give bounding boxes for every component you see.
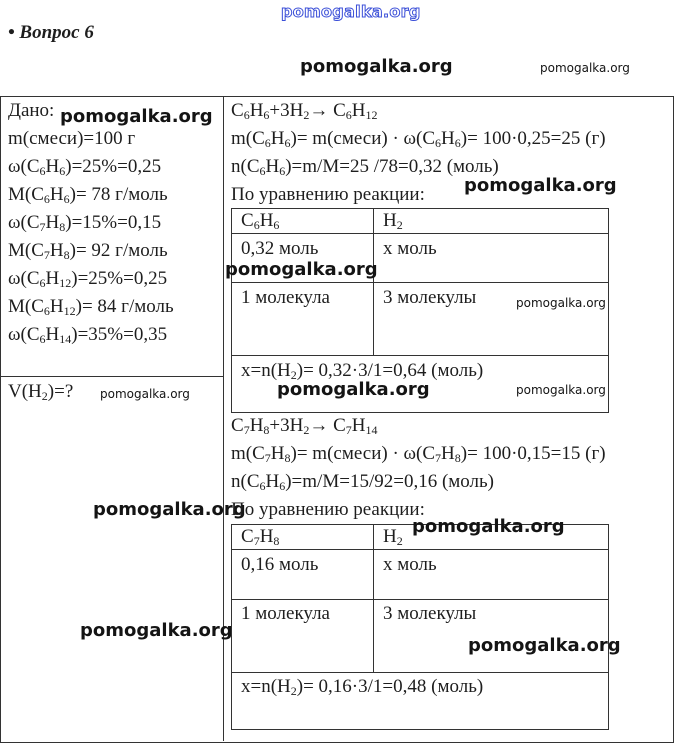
table-cell-x-moles: x моль [383,554,437,575]
table-cell-moles: 0,32 моль [241,238,319,259]
watermark: pomogalka.org [468,635,621,656]
toluene-moles-calc: $n(C_6H_6)=m/M=15/92=0,16$ (моль) [231,471,495,493]
table-cell-moles: 0,16 моль [241,554,319,575]
watermark: pomogalka.org [300,56,453,77]
reaction-benzene-hydrogenation: $C_6H_6+3H_2\to C_6H_{12}$ [231,100,378,122]
given-omega-cyclohexane: $\omega(C_6H_{12})=25\%=0,25$ [8,268,168,290]
benzene-mass-calc: $m(C_6H_6)=$ m(смеси) · $\omega(C_6H_6)= 100\cdot 0,25=25$ (г) [231,128,606,150]
equation-label: По уравнению реакции: [231,184,425,205]
reaction-toluene-hydrogenation: $C_7H_8+3H_2\to C_7H_{14}$ [231,415,378,437]
question-title: • Вопрос 6 [8,22,94,43]
given-molar-mass-benzene: $M(C_6H_6)= 78$ г/моль [8,184,168,206]
table-cell-molecules: 3 молекулы [383,603,477,624]
table-cell-molecules: 3 молекулы [383,287,477,308]
table-header-hydrogen: $H_2$ [383,526,403,548]
watermark: pomogalka.org [93,499,246,520]
given-header: Дано: [8,100,55,121]
given-molar-mass-cyclohexane: $M(C_6H_{12})= 84$ г/моль [8,296,174,318]
watermark-top: pomogalka.org [281,2,421,21]
proportion-table-toluene [231,524,609,730]
table-header-benzene: $C_6H_6$ [241,210,280,232]
given-molar-mass-toluene: $M(C_7H_8)= 92$ г/моль [8,240,168,262]
column-divider [223,96,224,741]
given-omega-hexane: $\omega(C_6H_{14})=35\%=0,35$ [8,324,168,346]
watermark: pomogalka.org [412,516,565,537]
watermark: pomogalka.org [540,61,630,75]
watermark: pomogalka.org [60,106,213,127]
table-result: $x=n(H_2)= 0,16\cdot 3/1=0,48$ (моль) [241,676,484,698]
table-cell-molecule: 1 молекула [241,287,330,308]
watermark: pomogalka.org [277,379,430,400]
given-mix-mass: m(смеси)=100 г [8,128,136,149]
equation-label: По уравнению реакции: [231,499,425,520]
watermark: pomogalka.org [225,259,378,280]
watermark: pomogalka.org [80,620,233,641]
given-omega-toluene: $\omega(C_7H_8)=15\%=0,15$ [8,212,162,234]
table-result: $x=n(H_2)= 0,32\cdot 3/1=0,64$ (моль) [241,360,484,382]
toluene-mass-calc: $m(C_7H_8)=$ m(смеси) · $\omega(C_7H_8)= 100\cdot 0,15=15$ (г) [231,443,606,465]
find-hydrogen-volume: $V(H_2)=$? [8,381,74,403]
table-header-hydrogen: $H_2$ [383,210,403,232]
table-cell-x-moles: x моль [383,238,437,259]
table-cell-molecule: 1 молекула [241,603,330,624]
given-find-divider [0,376,224,377]
given-omega-benzene: $\omega(C_6H_6)=25\%=0,25$ [8,156,162,178]
watermark: pomogalka.org [464,175,617,196]
watermark: pomogalka.org [516,296,606,310]
watermark: pomogalka.org [516,383,606,397]
table-header-toluene: $C_7H_8$ [241,526,280,548]
benzene-moles-calc: $n(C_6H_6)=m/M=25$ /78=0,32 (моль) [231,156,499,178]
watermark: pomogalka.org [100,387,190,401]
